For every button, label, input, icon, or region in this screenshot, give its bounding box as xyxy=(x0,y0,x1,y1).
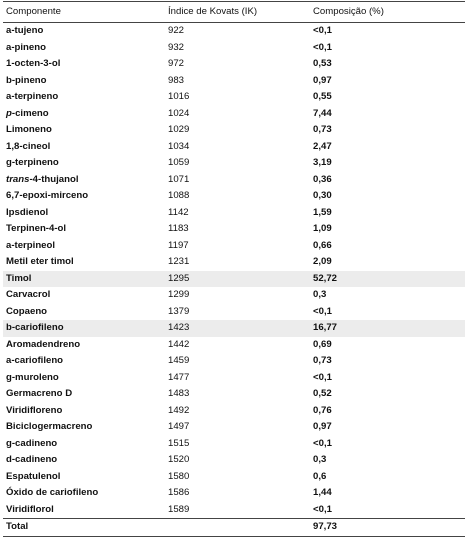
table-row xyxy=(3,304,465,321)
composition-cell: 0,73 xyxy=(313,124,332,135)
component-name-cell: g-muroleno xyxy=(6,371,59,383)
kovats-index-cell: 1197 xyxy=(168,239,189,251)
composition-cell: 0,3 xyxy=(313,289,327,300)
composition-cell: 0,73 xyxy=(313,355,332,366)
component-name-cell: Ipsdienol xyxy=(6,206,49,218)
kovats-index-cell: 1029 xyxy=(168,124,190,135)
table-header-row xyxy=(3,2,465,23)
composition-cell: 0,69 xyxy=(313,338,332,350)
kovats-index-cell: 1295 xyxy=(165,271,310,288)
total-kovats-cell xyxy=(165,519,310,537)
composition-cell: 2,09 xyxy=(313,256,332,267)
kovats-index-cell: 1515 xyxy=(168,437,190,449)
header-component: Componente xyxy=(6,6,61,17)
kovats-index-cell: 1580 xyxy=(168,470,190,482)
component-name-cell: Espatulenol xyxy=(6,470,61,482)
kovats-index-cell: 972 xyxy=(168,58,185,69)
table-row xyxy=(3,23,465,40)
table-row xyxy=(3,139,465,156)
composition-table-container xyxy=(3,0,465,537)
kovats-index-cell: 1483 xyxy=(168,388,190,399)
component-name-cell: b-pineno xyxy=(6,74,47,86)
kovats-index-cell: 922 xyxy=(168,25,185,36)
component-name-cell: Biciclogermacreno xyxy=(6,421,93,432)
component-name-cell: a-terpineno xyxy=(6,91,59,102)
component-name-cell xyxy=(3,106,165,123)
kovats-index-cell: 1586 xyxy=(168,487,190,498)
composition-cell: 0,36 xyxy=(313,173,332,185)
component-name-cell: Metil eter timol xyxy=(6,256,74,267)
component-name-cell: b-cariofileno xyxy=(3,320,165,337)
component-name-cell: g-terpineno xyxy=(6,157,59,168)
component-name-cell: Óxido de cariofileno xyxy=(6,487,99,498)
kovats-index-cell: 1477 xyxy=(168,371,190,383)
component-name-cell: 1,8-cineol xyxy=(6,140,51,152)
kovats-index-cell: 1379 xyxy=(168,305,190,317)
kovats-index-cell: 1071 xyxy=(168,173,190,185)
table-row xyxy=(3,370,465,387)
composition-cell: 0,52 xyxy=(313,388,332,399)
composition-cell: 0,66 xyxy=(313,239,332,251)
kovats-index-cell: 1492 xyxy=(168,404,190,416)
composition-cell: 0,76 xyxy=(313,404,332,416)
kovats-index-cell: 1299 xyxy=(168,289,190,300)
kovats-index-cell: 1497 xyxy=(168,421,190,432)
composition-cell: <0,1 xyxy=(313,305,332,317)
composition-cell: 0,53 xyxy=(313,58,332,69)
table-row xyxy=(3,337,465,354)
composition-table xyxy=(3,1,465,537)
total-label: Total xyxy=(6,521,29,532)
composition-cell: <0,1 xyxy=(313,371,332,383)
composition-cell: 0,97 xyxy=(313,74,332,86)
component-name-cell: Terpinen-4-ol xyxy=(6,223,67,234)
table-row xyxy=(3,106,465,123)
kovats-index-cell: 1589 xyxy=(168,503,190,515)
kovats-index-cell: 1016 xyxy=(168,91,190,102)
table-row xyxy=(3,386,465,403)
component-name-cell: Limoneno xyxy=(6,124,52,135)
table-row xyxy=(3,271,465,288)
component-name-cell: a-tujeno xyxy=(6,25,44,36)
composition-cell: <0,1 xyxy=(313,25,332,36)
kovats-index-cell: 1059 xyxy=(168,157,190,168)
total-composition-value: 97,73 xyxy=(313,521,338,532)
composition-cell: 0,3 xyxy=(313,454,327,465)
kovats-index-cell: 1183 xyxy=(168,223,189,234)
component-name-suffix: -4-thujanol xyxy=(29,173,79,185)
total-row xyxy=(3,519,465,537)
kovats-index-cell: 1423 xyxy=(165,320,310,337)
component-name-cell: d-cadineno xyxy=(6,454,58,465)
table-row xyxy=(3,403,465,420)
composition-cell: 2,47 xyxy=(313,140,332,152)
table-row xyxy=(3,40,465,57)
composition-cell: <0,1 xyxy=(313,437,332,449)
composition-cell: 0,55 xyxy=(313,91,332,102)
composition-cell: <0,1 xyxy=(313,41,332,53)
table-row xyxy=(3,188,465,205)
component-name-cell xyxy=(3,172,165,189)
component-name-cell: Copaeno xyxy=(6,305,48,317)
table-row xyxy=(3,73,465,90)
kovats-index-cell: 1231 xyxy=(168,256,190,267)
component-name-cell: Aromadendreno xyxy=(6,338,81,350)
kovats-index-cell: 932 xyxy=(168,41,185,53)
composition-cell: 1,44 xyxy=(313,487,332,498)
kovats-index-cell: 983 xyxy=(168,74,185,86)
table-row xyxy=(3,122,465,139)
table-row xyxy=(3,89,465,106)
composition-cell: 16,77 xyxy=(310,320,465,337)
component-name-cell: Carvacrol xyxy=(6,289,51,300)
component-name-italic-prefix: p xyxy=(6,107,12,119)
table-row xyxy=(3,221,465,238)
table-row xyxy=(3,172,465,189)
component-name-cell: Timol xyxy=(3,271,165,288)
composition-cell: 0,6 xyxy=(313,470,327,482)
component-name-cell: a-terpineol xyxy=(6,239,56,251)
kovats-index-cell: 1034 xyxy=(168,140,190,152)
component-name-cell: 1-octen-3-ol xyxy=(6,58,61,69)
component-name-cell: Germacreno D xyxy=(6,388,73,399)
table-row xyxy=(3,353,465,370)
component-name-italic-prefix: trans xyxy=(6,173,30,185)
table-row xyxy=(3,419,465,436)
table-row xyxy=(3,452,465,469)
table-row xyxy=(3,469,465,486)
table-row xyxy=(3,205,465,222)
component-name-suffix: -cimeno xyxy=(11,107,49,119)
component-name-cell: Viridiflorol xyxy=(6,503,54,515)
table-row xyxy=(3,287,465,304)
table-row xyxy=(3,56,465,73)
kovats-index-cell: 1520 xyxy=(168,454,190,465)
table-row xyxy=(3,254,465,271)
composition-cell: 3,19 xyxy=(313,157,332,168)
table-row xyxy=(3,155,465,172)
composition-cell: <0,1 xyxy=(313,503,332,515)
composition-cell: 0,97 xyxy=(313,421,332,432)
component-name-cell: a-pineno xyxy=(6,41,46,53)
composition-cell: 0,30 xyxy=(313,190,332,201)
table-row xyxy=(3,320,465,337)
component-name-cell: a-cariofileno xyxy=(6,355,64,366)
table-body xyxy=(3,23,465,537)
composition-cell: 7,44 xyxy=(313,107,332,119)
header-kovats-index: Índice de Kovats (IK) xyxy=(168,6,258,17)
table-row xyxy=(3,436,465,453)
composition-cell: 52,72 xyxy=(310,271,465,288)
kovats-index-cell: 1142 xyxy=(168,206,189,218)
table-row xyxy=(3,485,465,502)
table-row xyxy=(3,502,465,519)
kovats-index-cell: 1024 xyxy=(168,107,190,119)
header-composition: Composição (%) xyxy=(313,6,384,17)
component-name-cell: Viridifloreno xyxy=(6,404,63,416)
kovats-index-cell: 1442 xyxy=(168,338,190,350)
composition-cell: 1,09 xyxy=(313,223,332,234)
kovats-index-cell: 1459 xyxy=(168,355,190,366)
component-name-cell: 6,7-epoxi-mirceno xyxy=(6,190,89,201)
kovats-index-cell: 1088 xyxy=(168,190,190,201)
component-name-cell: g-cadineno xyxy=(6,437,58,449)
table-row xyxy=(3,238,465,255)
composition-cell: 1,59 xyxy=(313,206,332,218)
